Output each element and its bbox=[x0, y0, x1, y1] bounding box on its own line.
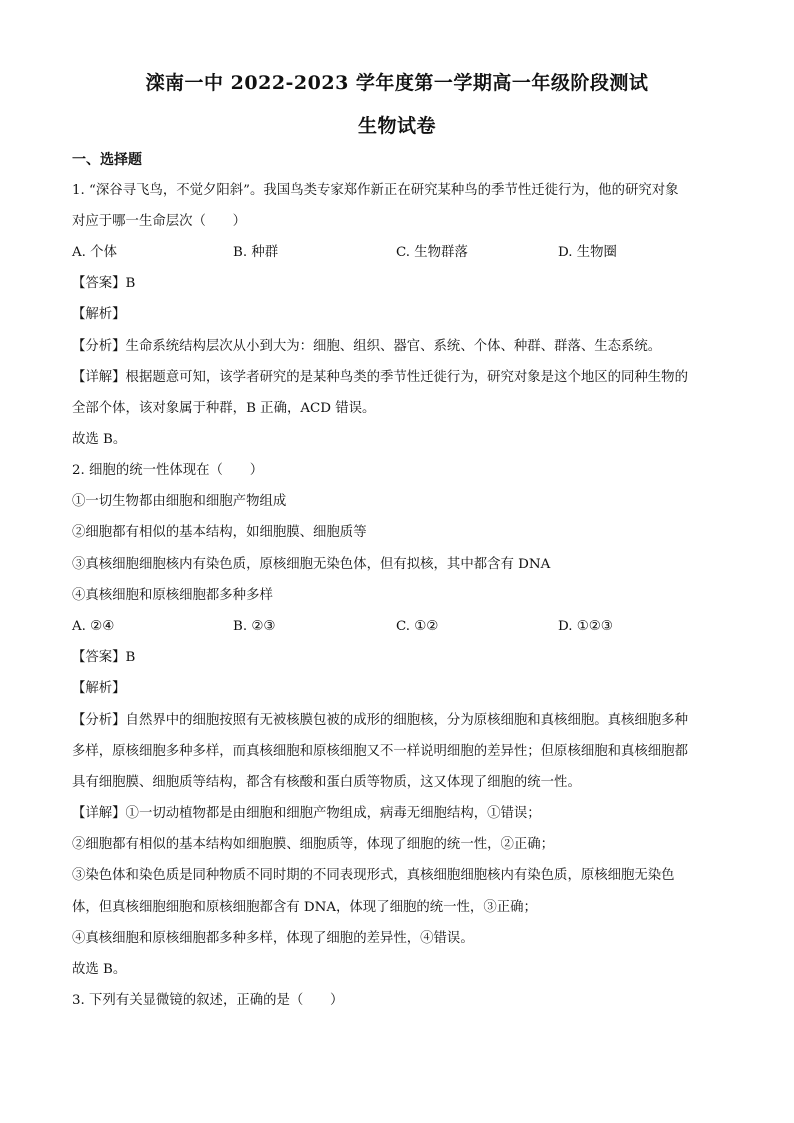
q2-analysis-label: 【解析】 bbox=[72, 681, 126, 696]
q2-stem: 2. 细胞的统一性体现在（ ） bbox=[72, 463, 264, 478]
page-title: 滦南一中 2022-2023 学年度第一学期高一年级阶段测试 bbox=[145, 72, 649, 94]
q2-option-a: A. ②④ bbox=[72, 619, 115, 634]
q3-stem: 3. 下列有关显微镜的叙述，正确的是（ ） bbox=[72, 993, 344, 1008]
q2-fenxi-line-1: 【分析】自然界中的细胞按照有无被核膜包被的成形的细胞核，分为原核细胞和真核细胞。真核细胞多种 bbox=[72, 713, 688, 728]
q2-fenxi-line-2: 多样，原核细胞多种多样，而真核细胞和原核细胞又不一样说明细胞的差异性；但原核细胞和真核细胞都 bbox=[72, 744, 688, 759]
q2-option-b: B. ②③ bbox=[233, 619, 276, 634]
q2-item-4: ④真核细胞和原核细胞都多种多样 bbox=[72, 588, 273, 603]
q2-xiangjie-line-4: 体，但真核细胞细胞和原核细胞都含有 DNA，体现了细胞的统一性，③正确； bbox=[72, 900, 537, 915]
q1-stem-line-1: 1. “深谷寻飞鸟，不觉夕阳斜”。我国鸟类专家郑作新正在研究某种鸟的季节性迁徙行为，他的研究对象 bbox=[72, 183, 679, 198]
q1-option-a: A. 个体 bbox=[72, 245, 117, 260]
q2-option-c: C. ①② bbox=[396, 619, 439, 634]
q2-fenxi-line-3: 具有细胞膜、细胞质等结构，都含有核酸和蛋白质等物质，这又体现了细胞的统一性。 bbox=[72, 775, 581, 790]
q1-option-d: D. 生物圈 bbox=[558, 245, 617, 260]
q1-conclusion: 故选 B。 bbox=[72, 432, 127, 447]
q2-xiangjie-line-3: ③染色体和染色质是同种物质不同时期的不同表现形式，真核细胞细胞核内有染色质，原核细胞无染色 bbox=[72, 868, 675, 883]
q2-answer: 【答案】B bbox=[72, 650, 136, 665]
q1-analysis-label: 【解析】 bbox=[72, 307, 126, 322]
q1-stem-line-2: 对应于哪一生命层次（ ） bbox=[72, 214, 247, 229]
q2-item-2: ②细胞都有相似的基本结构，如细胞膜、细胞质等 bbox=[72, 525, 367, 540]
q2-conclusion: 故选 B。 bbox=[72, 962, 127, 977]
page-subtitle: 生物试卷 bbox=[357, 115, 436, 137]
q2-option-d: D. ①②③ bbox=[558, 619, 613, 634]
q2-xiangjie-line-2: ②细胞都有相似的基本结构如细胞膜、细胞质等，体现了细胞的统一性，②正确； bbox=[72, 837, 555, 852]
q1-fenxi: 【分析】生命系统结构层次从小到大为：细胞、组织、器官、系统、个体、种群、群落、生态系统。 bbox=[72, 339, 662, 354]
q1-option-c: C. 生物群落 bbox=[396, 245, 468, 260]
q2-xiangjie-line-5: ④真核细胞和原核细胞都多种多样，体现了细胞的差异性，④错误。 bbox=[72, 931, 474, 946]
q1-xiangjie-line-1: 【详解】根据题意可知，该学者研究的是某种鸟类的季节性迁徙行为，研究对象是这个地区的同种生物的 bbox=[72, 370, 688, 385]
q1-option-b: B. 种群 bbox=[233, 245, 279, 260]
q2-item-1: ①一切生物都由细胞和细胞产物组成 bbox=[72, 494, 287, 509]
q2-item-3: ③真核细胞细胞核内有染色质，原核细胞无染色体，但有拟核，其中都含有 DNA bbox=[72, 557, 551, 572]
q1-answer: 【答案】B bbox=[72, 276, 136, 291]
q1-xiangjie-line-2: 全部个体，该对象属于种群，B 正确，ACD 错误。 bbox=[72, 401, 376, 416]
q2-xiangjie-line-1: 【详解】①一切动植物都是由细胞和细胞产物组成，病毒无细胞结构，①错误； bbox=[72, 806, 541, 821]
section-heading: 一、选择题 bbox=[72, 152, 142, 168]
